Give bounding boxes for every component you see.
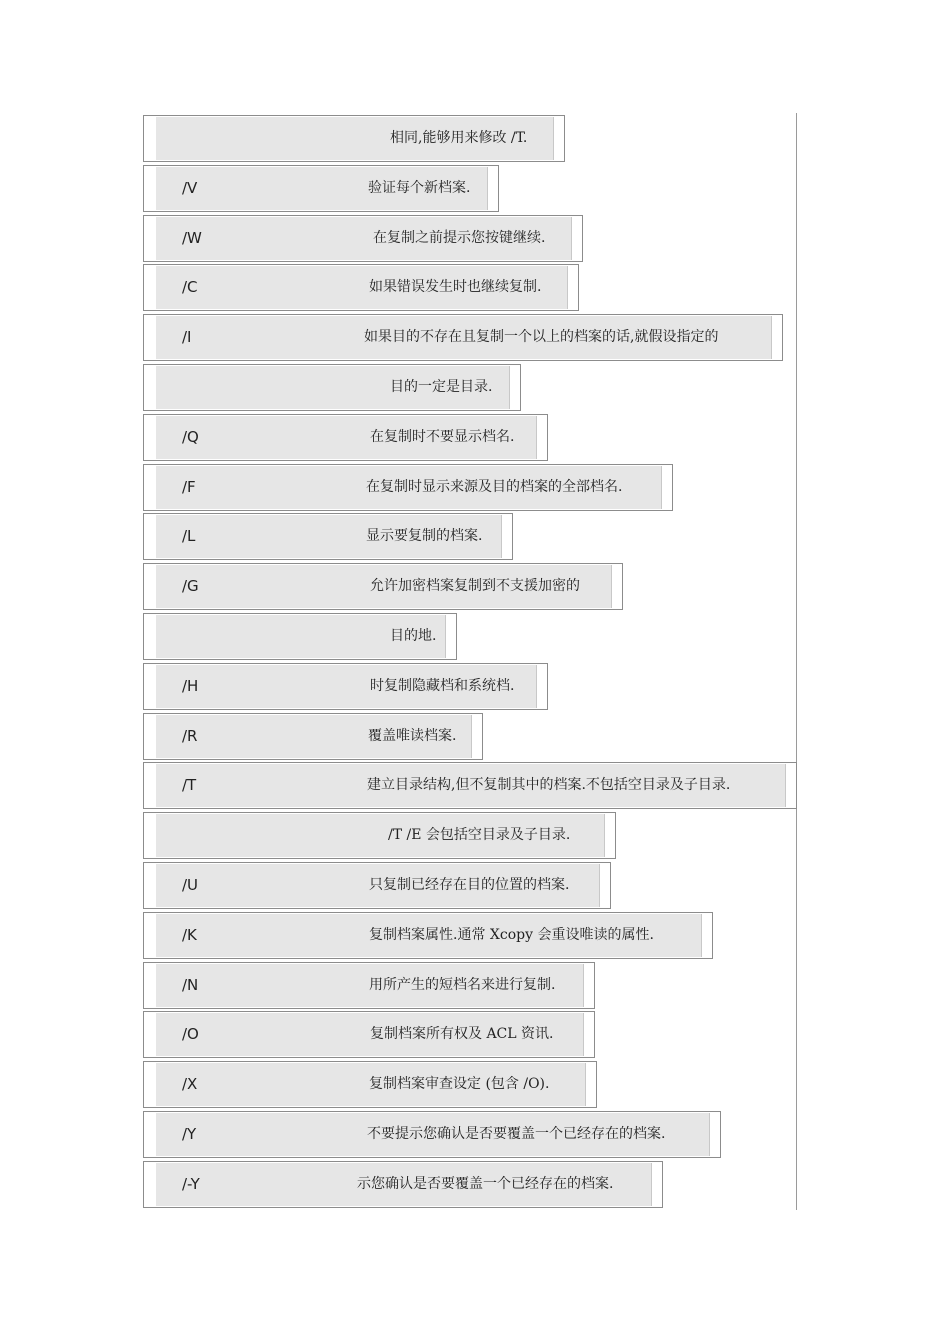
option-switch: /I (182, 328, 192, 347)
option-switch: /Q (182, 427, 199, 446)
option-description: 相同,能够用来修改 /T. (390, 130, 528, 146)
table-row (143, 663, 548, 710)
option-description: 目的地. (390, 627, 437, 644)
table-row (143, 264, 579, 311)
option-switch: /O (182, 1025, 199, 1044)
option-switch: /H (182, 676, 199, 695)
table-row (143, 1011, 595, 1058)
table-row (143, 563, 623, 610)
option-description: 不要提示您确认是否要覆盖一个已经存在的档案. (367, 1125, 666, 1142)
option-description: 只复制已经存在目的位置的档案. (369, 876, 570, 893)
table-row (143, 314, 783, 361)
table-row (143, 613, 457, 660)
table-row (143, 1061, 597, 1108)
table-row (143, 115, 565, 162)
option-switch: /R (182, 726, 198, 745)
table-row (143, 1161, 663, 1208)
option-description: 显示要复制的档案. (366, 528, 483, 545)
option-description: 在复制时显示来源及目的档案的全部档名. (366, 478, 623, 495)
option-description: /T /E 会包括空目录及子目录. (388, 827, 571, 844)
option-switch: /U (182, 875, 199, 894)
option-description: 复制档案所有权及 ACL 资讯. (370, 1026, 554, 1043)
option-switch: /-Y (182, 1174, 200, 1193)
option-description: 允许加密档案复制到不支援加密的 (370, 578, 580, 595)
table-row (143, 414, 548, 461)
option-switch: /Y (182, 1124, 197, 1143)
table-row (143, 713, 483, 760)
option-description: 如果错误发生时也继续复制. (369, 279, 542, 296)
option-switch: /T (182, 776, 197, 795)
option-switch: /C (182, 278, 198, 297)
option-description: 如果目的不存在且复制一个以上的档案的话,就假设指定的 (364, 329, 719, 346)
option-switch: /N (182, 975, 199, 994)
table-row (143, 962, 595, 1009)
option-switch: /V (182, 178, 198, 197)
table-row (143, 165, 499, 212)
option-switch: /F (182, 477, 196, 496)
table-row (143, 1111, 721, 1158)
option-description: 建立目录结构,但不复制其中的档案.不包括空目录及子目录. (367, 777, 731, 794)
table-row (143, 862, 611, 909)
table-row (143, 513, 513, 560)
table-row (143, 464, 673, 511)
table-row (143, 215, 583, 262)
option-description: 用所产生的短档名来进行复制. (369, 976, 556, 993)
option-description: 在复制时不要显示档名. (370, 428, 515, 445)
table-row (143, 912, 713, 959)
option-description: 验证每个新档案. (368, 179, 471, 196)
option-description: 覆盖唯读档案. (368, 727, 457, 744)
option-description: 时复制隐藏档和系统档. (370, 677, 515, 694)
table-row (143, 364, 521, 411)
table-row (143, 762, 797, 809)
option-description: 示您确认是否要覆盖一个已经存在的档案. (357, 1175, 614, 1192)
option-description: 目的一定是目录. (390, 378, 493, 395)
option-description: 在复制之前提示您按键继续. (373, 229, 546, 246)
option-switch: /G (182, 577, 199, 596)
option-switch: /W (182, 228, 202, 247)
option-description: 复制档案审查设定 (包含 /O). (369, 1076, 550, 1093)
xcopy-options-table (143, 115, 797, 1211)
option-switch: /K (182, 925, 197, 944)
option-switch: /L (182, 527, 196, 546)
table-row (143, 812, 616, 859)
option-switch: /X (182, 1075, 198, 1094)
option-description: 复制档案属性.通常 Xcopy 会重设唯读的属性. (369, 926, 654, 943)
